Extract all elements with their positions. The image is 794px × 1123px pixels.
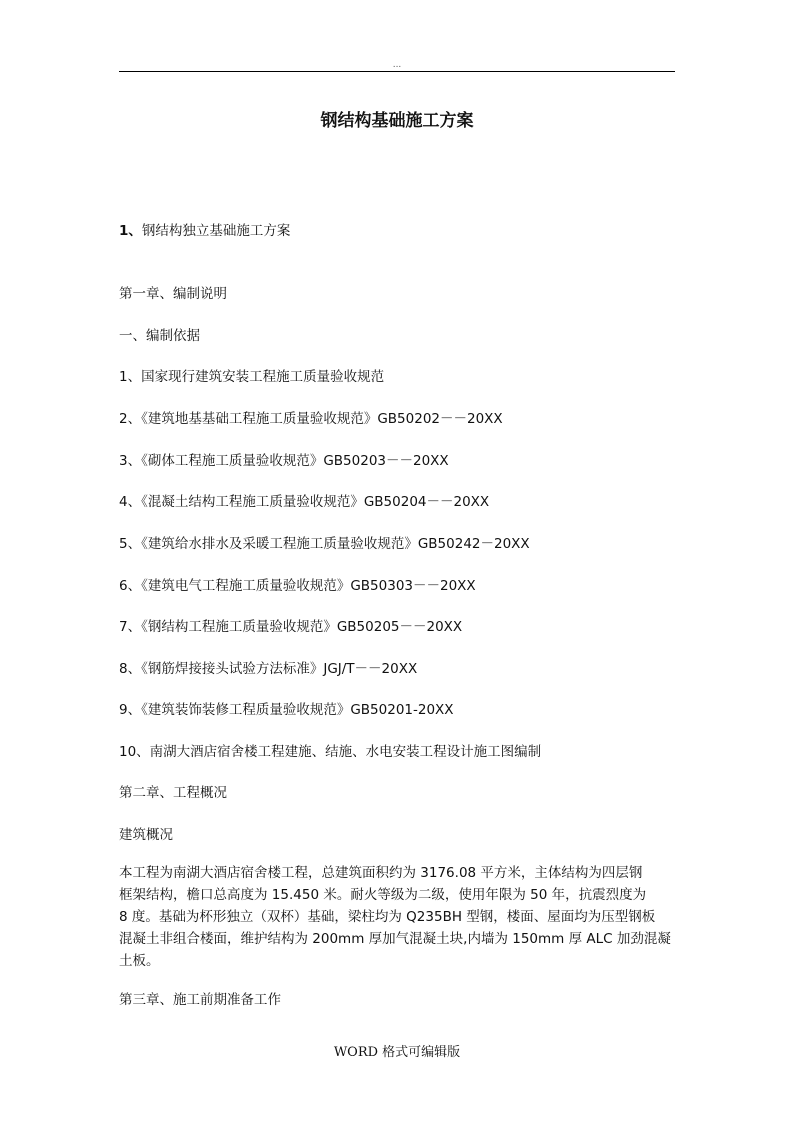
section-heading-1 bbox=[119, 222, 679, 240]
reference-item: 6、《建筑电气工程施工质量验收规范》GB50303－－20XX bbox=[119, 578, 476, 594]
section-label: 钢结构独立基础施工方案 bbox=[141, 223, 291, 239]
chapter-heading-2: 第二章、工程概况 bbox=[119, 785, 227, 801]
reference-item: 7、《钢结构工程施工质量验收规范》GB50205－－20XX bbox=[119, 619, 463, 635]
subsection-heading-1: 一、编制依据 bbox=[119, 328, 200, 344]
paragraph-line: 8 度。基础为杯形独立（双杯）基础，梁柱均为 Q235BH 型钢，楼面、屋面均为压型钢板 bbox=[119, 909, 656, 925]
reference-item: 1、国家现行建筑安装工程施工质量验收规范 bbox=[119, 369, 385, 385]
section-number: 1、 bbox=[119, 223, 142, 239]
overview-paragraph bbox=[119, 862, 679, 972]
reference-item: 5、《建筑给水排水及采暖工程施工质量验收规范》GB50242－20XX bbox=[119, 536, 530, 552]
reference-item: 8、《钢筋焊接接头试验方法标准》JGJ/T－－20XX bbox=[119, 661, 418, 677]
reference-item: 9、《建筑装饰装修工程质量验收规范》GB50201-20XX bbox=[119, 702, 454, 718]
document-title: 钢结构基础施工方案 bbox=[320, 111, 474, 131]
paragraph-line: 混凝土非组合楼面，维护结构为 200mm 厚加气混凝土块,内墙为 150mm 厚 ALC 加劲混凝 bbox=[119, 931, 671, 947]
paragraph-line: 框架结构，檐口总高度为 15.450 米。耐火等级为二级，使用年限为 50 年，抗震烈度为 bbox=[119, 887, 647, 903]
building-overview-heading: 建筑概况 bbox=[119, 827, 173, 843]
chapter-heading-3: 第三章、施工前期准备工作 bbox=[119, 992, 281, 1008]
reference-item: 3、《砌体工程施工质量验收规范》GB50203－－20XX bbox=[119, 453, 449, 469]
reference-item: 10、南湖大酒店宿舍楼工程建施、结施、水电安装工程设计施工图编制 bbox=[119, 744, 542, 760]
page-footer: WORD 格式可编辑版 bbox=[333, 1045, 461, 1060]
reference-item: 4、《混凝土结构工程施工质量验收规范》GB50204－－20XX bbox=[119, 494, 490, 510]
header-rule bbox=[119, 71, 675, 72]
chapter-heading-1: 第一章、编制说明 bbox=[119, 286, 227, 302]
reference-item: 2、《建筑地基基础工程施工质量验收规范》GB50202－－20XX bbox=[119, 411, 503, 427]
paragraph-line: 土板。 bbox=[119, 953, 160, 969]
paragraph-line: 本工程为南湖大酒店宿舍楼工程，总建筑面积约为 3176.08 平方米，主体结构为四层钢 bbox=[119, 865, 643, 881]
header-mark: ... bbox=[392, 60, 402, 70]
